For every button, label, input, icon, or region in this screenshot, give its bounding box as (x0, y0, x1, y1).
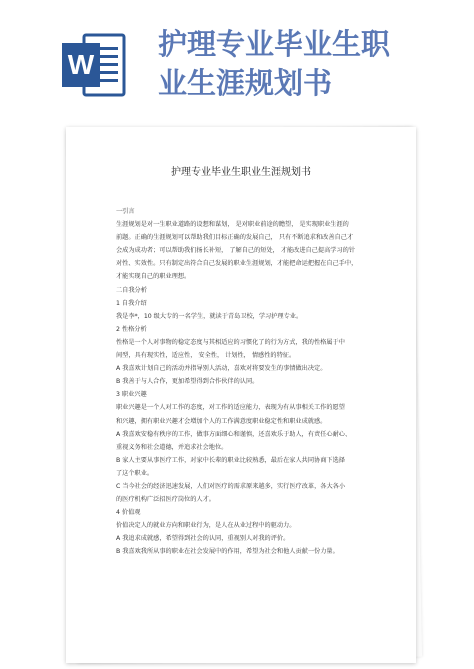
word-document-icon (58, 29, 130, 101)
text-line: 职业兴趣是一个人对工作的态度，对工作的适应能力，表现为有从事相关工作的愿望 (116, 404, 345, 412)
word-icon-letter: W (67, 49, 95, 80)
text-line: 前题。正确的生涯规划可以帮助我们目标正确的发展自己， 只有不断追求和改善自己才 (116, 234, 354, 242)
text-line: 的医疗机构广泛招医疗岗位的人才。 (116, 496, 215, 504)
subsection-heading: 1 自我介绍 (116, 299, 147, 307)
text-line: A 我喜欢安稳有秩序的工作，做事方面细心和谨慎，还喜欢乐于助人，有责任心耐心、 (116, 430, 352, 438)
document-page (66, 127, 416, 663)
header-banner (0, 0, 474, 122)
banner-title-line-1: 护理专业毕业生职 (158, 27, 391, 61)
subsection-heading: 3 职业兴趣 (116, 391, 147, 399)
text-line: 生涯规划是对一生职业道路的设想和谋划， 是对职业前途的瞻望， 是实现职业生涯的 (116, 221, 349, 229)
text-line: 重视义务和社会道德，并追求社会地位。 (116, 443, 228, 451)
text-line: A 我追求成就感，希望得到社会的认同，重视别人对我的评价。 (116, 535, 290, 543)
text-line: 了这个职业。 (116, 469, 154, 477)
section-heading: 二自我分析 (116, 286, 147, 294)
text-line: 性格是一个人对事物的稳定态度与其相适应的习惯化了的行为方式，我的性格属于中 (116, 338, 345, 346)
text-line: A 我喜欢计划自己的活动并指导别人活动，喜欢对将要发生的事情做出决定。 (116, 365, 327, 373)
text-line: 我是李*，10 级大专的一名学生，就读于青岛卫校，学习护理专业。 (116, 312, 303, 320)
banner-title-line-2: 业生涯规划书 (158, 66, 333, 100)
text-line: 间型，具有现实性，适应性， 安全性， 计划性， 情感性的特征。 (116, 352, 296, 360)
text-line: 一引言 (116, 208, 135, 215)
text-line: 和兴趣，拥有职业兴趣才会增加个人的工作满意度职业稳定性和职业成就感。 (116, 417, 327, 425)
text-line: 会成为成功者；可以帮助我们扬长补短， 了解自己的短处， 才能改进自己提高学习的针 (116, 247, 356, 255)
text-line: 对性、实效性。只有制定出符合自己发展的职业生涯规划，才能把命运把握在自己手中， (116, 260, 358, 268)
document-body (116, 205, 384, 559)
text-line: 价值决定人的就业方向和职业行为，是人在从业过程中的驱动力。 (116, 522, 296, 530)
text-line: C 当今社会的经济迅速发展，人们对医疗的需求原来越多，实行医疗改革，各大各小 (116, 482, 346, 490)
subsection-heading: 4 价值观 (116, 509, 141, 517)
text-line: B 我喜欢我所从事的职业在社会发展中的作用，希望为社会和他人贡献一份力量。 (116, 548, 339, 556)
text-line: 才能实现自己的职业理想。 (116, 273, 191, 281)
text-line: B 我善于与人合作，更加希望得到合作伙伴的认同。 (116, 378, 259, 386)
text-line: B 家人主要从事医疗工作，对家中长辈的职业比较熟悉，最后在家人共同协商下选择 (116, 456, 345, 464)
document-title: 护理专业毕业生职业生涯规划书 (171, 167, 311, 178)
subsection-heading: 2 性格分析 (116, 325, 147, 333)
